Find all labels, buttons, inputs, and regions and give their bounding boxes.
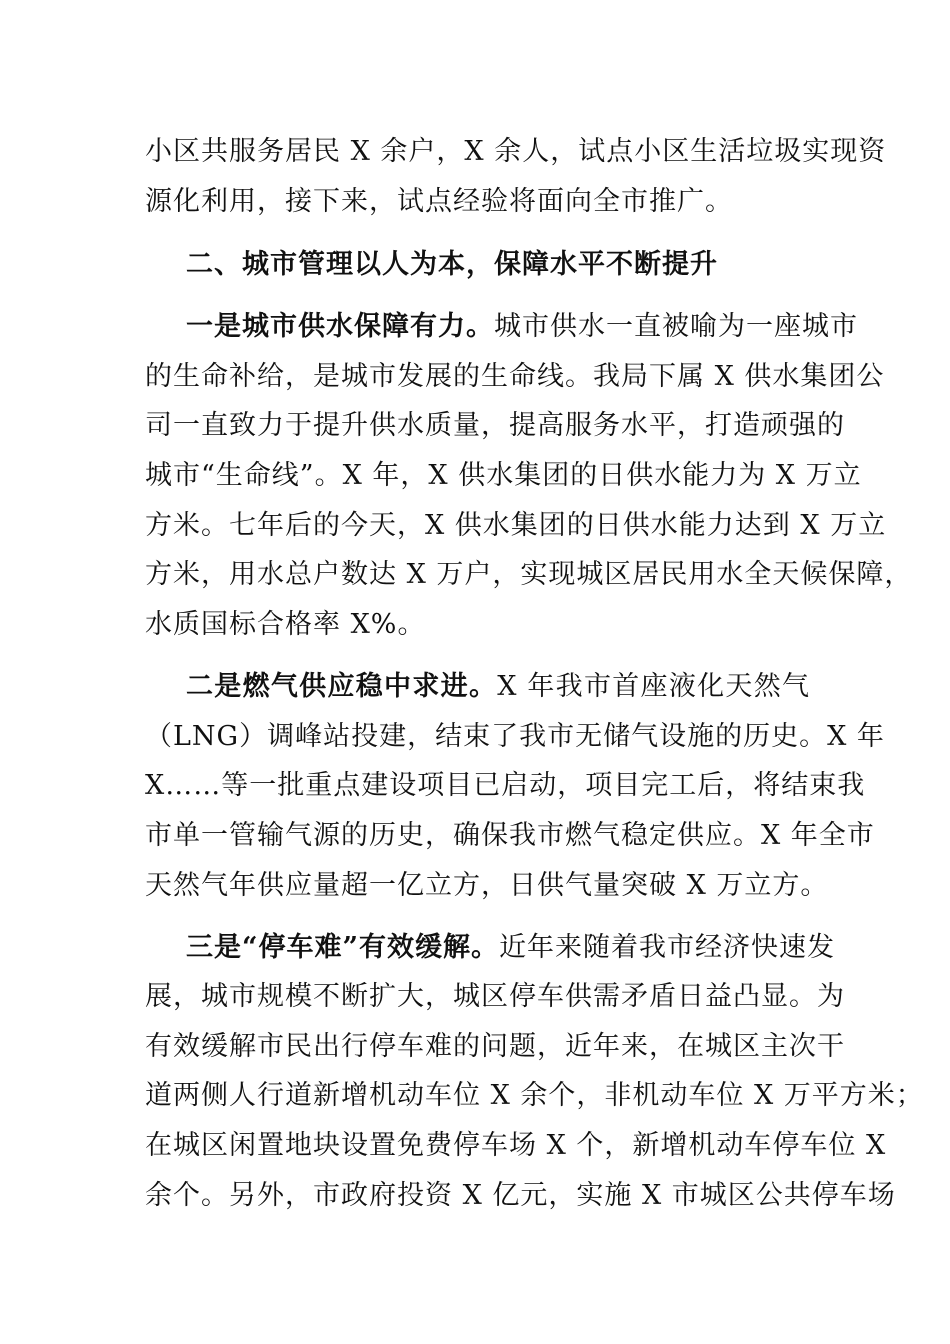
- paragraph-line: [186, 928, 836, 968]
- paragraph-line: 的生命补给，是城市发展的生命线。我局下属 X 供水集团公: [145, 361, 885, 392]
- paragraph-line: 方米。七年后的今天，X 供水集团的日供水能力达到 X 万立: [145, 510, 887, 541]
- paragraph-line: [186, 667, 810, 707]
- paragraph-lead: 一是城市供水保障有力。: [186, 311, 494, 342]
- paragraph-line: 余个。另外，市政府投资 X 亿元，实施 X 市城区公共停车场: [145, 1180, 896, 1211]
- paragraph-lead: 二是燃气供应稳中求进。: [186, 671, 498, 702]
- paragraph-text: X 年我市首座液化天然气: [497, 671, 811, 702]
- paragraph-line: 有效缓解市民出行停车难的问题，近年来，在城区主次干: [145, 1031, 845, 1062]
- paragraph-line: 天然气年供应量超一亿立方，日供气量突破 X 万立方。: [145, 870, 829, 901]
- paragraph-text: 城市供水一直被喻为一座城市: [494, 311, 858, 342]
- paragraph-line: 方米，用水总户数达 X 万户，实现城区居民用水全天候保障，: [145, 559, 913, 590]
- paragraph-line: 道两侧人行道新增机动车位 X 余个，非机动车位 X 万平方米；: [145, 1080, 924, 1111]
- paragraph-line: 展，城市规模不断扩大，城区停车供需矛盾日益凸显。为: [145, 981, 845, 1012]
- paragraph-line: 城市“生命线”。X 年，X 供水集团的日供水能力为 X 万立: [145, 460, 862, 491]
- paragraph-line: 水质国标合格率 X%。: [145, 609, 426, 640]
- paragraph-line: 司一直致力于提升供水质量，提高服务水平，打造顽强的: [145, 410, 845, 441]
- paragraph-text: 近年来随着我市经济快速发: [499, 932, 836, 963]
- paragraph-line: [186, 307, 858, 347]
- paragraph-line: （LNG）调峰站投建，结束了我市无储气设施的历史。X 年: [145, 721, 885, 752]
- paragraph-line: 在城区闲置地块设置免费停车场 X 个，新增机动车停车位 X: [145, 1130, 887, 1161]
- paragraph-line: 源化利用，接下来，试点经验将面向全市推广。: [145, 186, 733, 217]
- paragraph-lead: 三是“停车难”有效缓解。: [186, 932, 500, 963]
- paragraph-line: 小区共服务居民 X 余户，X 余人，试点小区生活垃圾实现资: [145, 136, 887, 167]
- paragraph-line: X……等一批重点建设项目已启动，项目完工后，将结束我: [145, 770, 866, 801]
- section-heading: 二、城市管理以人为本，保障水平不断提升: [186, 249, 718, 280]
- paragraph-line: 市单一管输气源的历史，确保我市燃气稳定供应。X 年全市: [145, 820, 875, 851]
